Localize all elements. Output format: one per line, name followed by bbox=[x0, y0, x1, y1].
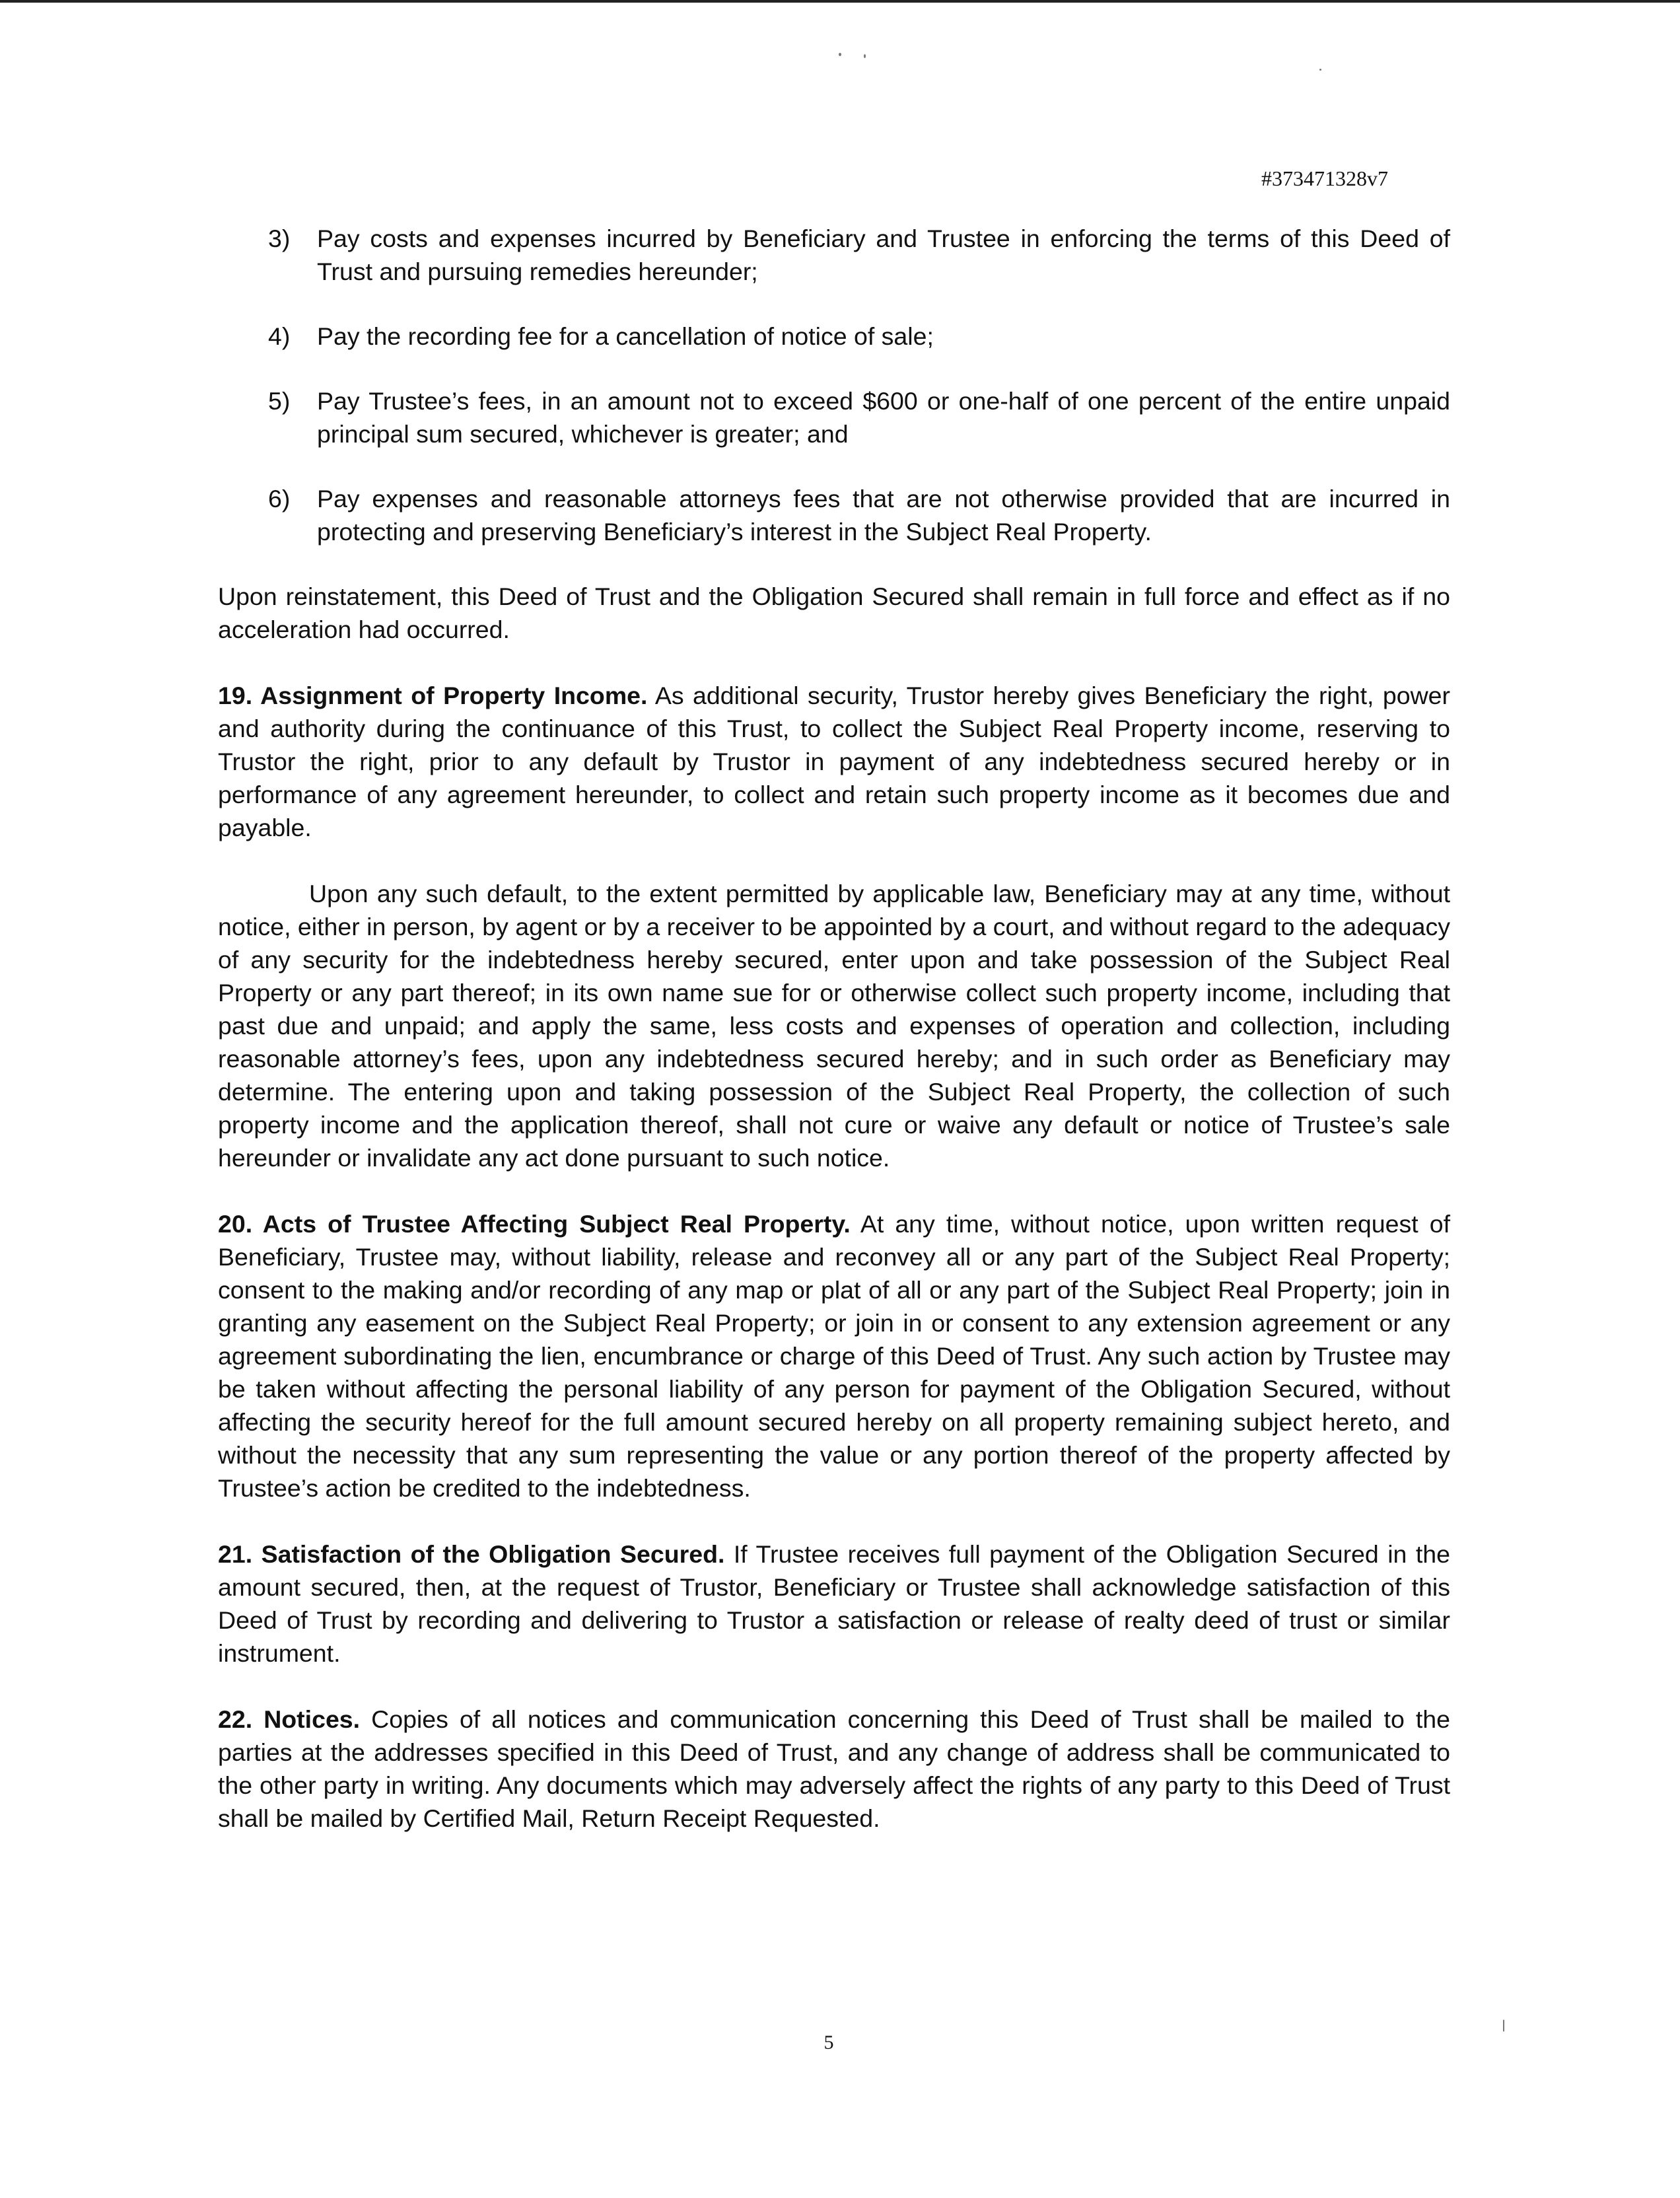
list-item-number: 6) bbox=[268, 485, 291, 513]
list-item bbox=[218, 222, 1450, 288]
document-id: #373471328v7 bbox=[1261, 166, 1388, 190]
list-item-number: 3) bbox=[268, 225, 291, 252]
reinstatement-paragraph: Upon reinstatement, this Deed of Trust and the Obligation Secured shall remain in full force and effect as if no acceleration had occurred. bbox=[218, 583, 1450, 643]
list-item-text: Pay expenses and reasonable attorneys fees that are not otherwise provided that are incurred in protecting and preserving Beneficiary’s interest in the Subject Real Property. bbox=[317, 485, 1450, 546]
list-item bbox=[218, 320, 1450, 353]
list-item-text: Pay the recording fee for a cancellation of notice of sale; bbox=[317, 322, 934, 350]
section-21 bbox=[218, 1538, 1450, 1670]
section-19-text: As additional security, Trustor hereby gives Beneficiary the right, power and authority during the continuance of this Trust, to collect the Subject Real Property income, reserving to Trustor the right, prior to any default by Trustor in payment of any indebtedness secured hereby or in performance of any agreement hereunder, to collect and retain such property income as it becomes due and payable. bbox=[218, 682, 1450, 841]
section-22-heading: 22. Notices. bbox=[218, 1705, 361, 1733]
section-20-text: At any time, without notice, upon written request of Beneficiary, Trustee may, without liability, release and reconvey all or any part of the Subject Real Property; consent to the making and/or recording of any map or plat of all or any part of the Subject Real Property; join in granting any easement on the Subject Real Property; or join in or consent to any extension agreement or any agreement subordinating the lien, encumbrance or charge of this Deed of Trust. Any such action by Trustee may be taken without affecting the personal liability of any person for payment of the Obligation Secured, without affecting the security hereof for the full amount secured hereby on all property remaining subject hereto, and without the necessity that any sum representing the value or any portion thereof of the property affected by Trustee’s action be credited to the indebtedness. bbox=[218, 1210, 1450, 1502]
section-21-text: If Trustee receives full payment of the Obligation Secured in the amount secured, then, at the request of Trustor, Beneficiary or Trustee shall acknowledge satisfaction of this Deed of Trust by recording and delivering to Trustor a satisfaction or release of realty deed of trust or similar instrument. bbox=[218, 1540, 1450, 1667]
scan-speck bbox=[1503, 2020, 1504, 2032]
scan-top-border bbox=[0, 0, 1680, 3]
section-21-heading: 21. Satisfaction of the Obligation Secured. bbox=[218, 1540, 725, 1568]
list-item-number: 5) bbox=[268, 387, 291, 415]
section-22-text: Copies of all notices and communication concerning this Deed of Trust shall be mailed to the parties at the addresses specified in this Deed of Trust, and any change of address shall be communicated to the other party in writing. Any documents which may adversely affect the rights of any party to this Deed of Trust shall be mailed by Certified Mail, Return Receipt Requested. bbox=[218, 1705, 1451, 1832]
section-20 bbox=[218, 1207, 1450, 1505]
list-item bbox=[218, 482, 1450, 548]
scan-speck bbox=[864, 54, 866, 58]
document-body bbox=[218, 222, 1450, 1868]
section-19-heading: 19. Assignment of Property Income. bbox=[218, 682, 648, 709]
section-19 bbox=[218, 679, 1450, 844]
list-item-text: Pay Trustee’s fees, in an amount not to exceed $600 or one-half of one percent of the entire unpaid principal sum secured, whichever is greater; and bbox=[317, 387, 1450, 448]
list-item-number: 4) bbox=[268, 322, 291, 350]
section-20-heading: 20. Acts of Trustee Affecting Subject Real Property. bbox=[218, 1210, 851, 1238]
scan-speck bbox=[1319, 69, 1321, 71]
list-item bbox=[218, 384, 1450, 450]
scan-speck bbox=[839, 53, 841, 56]
page-number: 5 bbox=[823, 2032, 834, 2053]
section-19-paragraph-2: Upon any such default, to the extent permitted by applicable law, Beneficiary may at any time, without notice, either in person, by agent or by a receiver to be appointed by a court, and without regard to the adequacy of any security for the indebtedness hereby secured, enter upon and take possession of the Subject Real Property or any part thereof; in its own name sue for or otherwise collect such property income, including that past due and unpaid; and apply the same, less costs and expenses of operation and collection, including reasonable attorney’s fees, upon any indebtedness secured hereby; and in such order as Beneficiary may determine. The entering upon and taking possession of the Subject Real Property, the collection of such property income and the application thereof, shall not cure or waive any default or notice of Trustee’s sale hereunder or invalidate any act done pursuant to such notice. bbox=[218, 880, 1450, 1172]
list-item-text: Pay costs and expenses incurred by Beneficiary and Trustee in enforcing the terms of this Deed of Trust and pursuing remedies hereunder; bbox=[317, 225, 1450, 285]
section-22 bbox=[218, 1703, 1450, 1835]
